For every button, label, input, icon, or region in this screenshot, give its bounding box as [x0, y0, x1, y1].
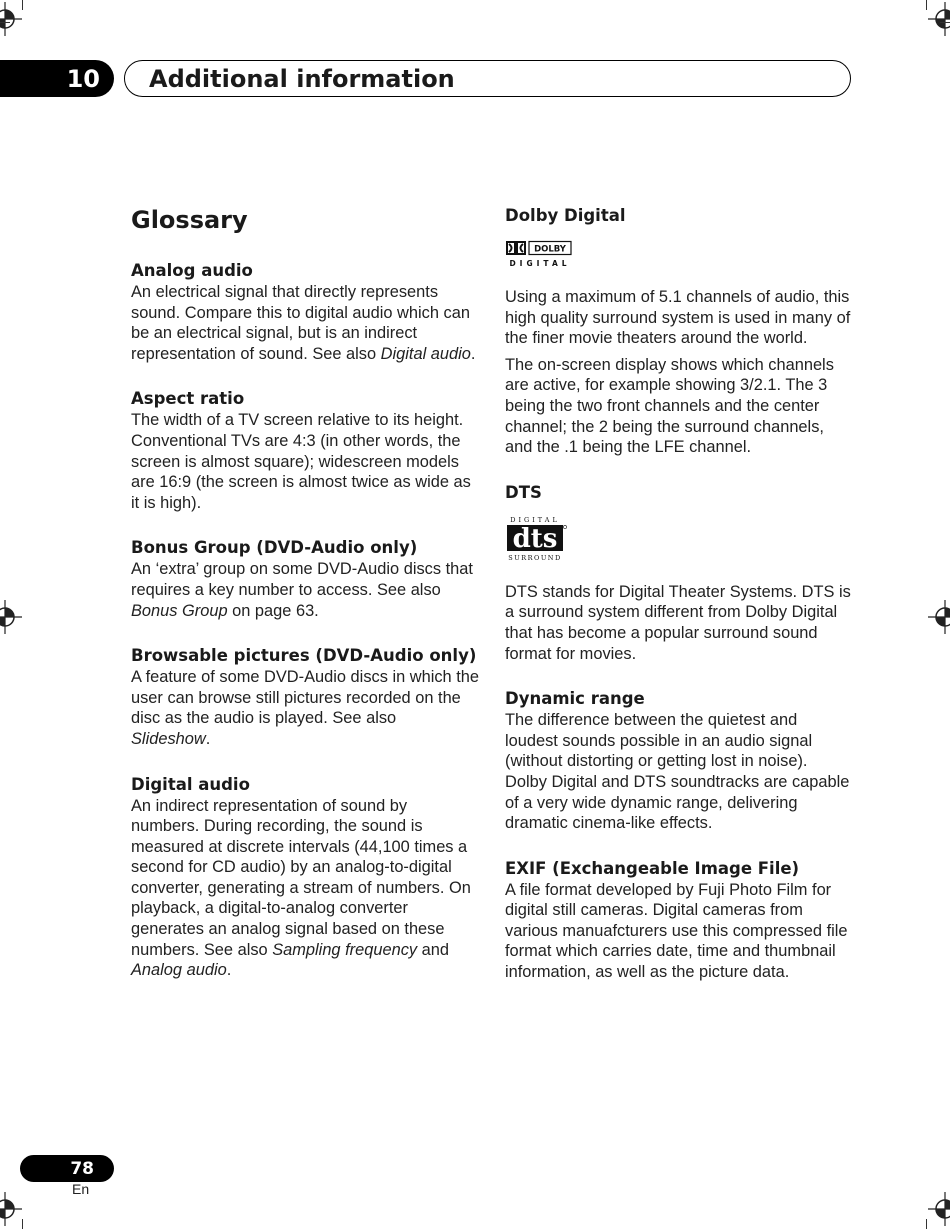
registration-mark-mid-left [0, 600, 22, 634]
cross-reference: Slideshow [131, 729, 206, 748]
definition-text: An indirect representation of sound by numbers. During recording, the sound is measured at discrete intervals (44,100 times a second for CD audio) by an analog-to-digital converter, generating a stream of numbers. On playback, a digital-to-analog converter generates an analog signal based on these numbers. See also [131, 796, 471, 959]
glossary-entry-dolby-digital [505, 205, 853, 458]
entry-term: Aspect ratio [131, 389, 245, 409]
trim-line [926, 1219, 927, 1229]
glossary-entry [131, 645, 479, 749]
trim-line [0, 22, 10, 23]
entry-definition: Using a maximum of 5.1 channels of audio, this high quality surround system is used in many of the finer movie theaters around the world. [505, 288, 851, 348]
page-number: 78 [20, 1155, 114, 1182]
entry-term: Analog audio [131, 261, 253, 280]
definition-text: An electrical signal that directly represents sound. Compare this to digital audio which can be an electrical signal, but is an indirect representation of sound. See also [131, 283, 470, 363]
entry-definition [131, 559, 479, 621]
dolby-logo-box-text: DOLBY [534, 244, 566, 255]
definition-text: A feature of some DVD-Audio discs in which the user can browse still pictures recorded on the disc as the audio is played. See also [131, 668, 480, 728]
definition-text: . [470, 344, 476, 363]
dolby-digital-logo [505, 239, 853, 269]
entry-term: Bonus Group (DVD-Audio only) [131, 538, 418, 558]
trim-line [22, 1219, 23, 1229]
definition-text: and [417, 940, 449, 959]
glossary-entry [131, 774, 479, 981]
dts-logo-bottom-text: SURROUND [508, 553, 562, 562]
entry-definition: The difference between the quietest and loudest sounds possible in an audio signal (without distorting or getting lost in noise). Dolby Digital and DTS soundtracks are capable of a very wide dynamic range, delivering dramatic cinema-like effects. [505, 711, 850, 833]
entry-term: DTS [505, 482, 542, 502]
registration-mark-bottom-right [928, 1192, 950, 1226]
entry-definition: DTS stands for Digital Theater Systems. DTS is a surround system different from Dolby Digital that has become a popular surround sound format for movies. [505, 582, 851, 663]
cross-reference: Analog audio [131, 961, 227, 980]
glossary-entry-dts [505, 482, 853, 664]
definition-text: An ‘extra’ group on some DVD-Audio discs that requires a key number to access. See also [131, 560, 473, 599]
glossary-entry [131, 260, 479, 364]
page-language: En [72, 1181, 90, 1197]
registration-mark-top-right [928, 2, 950, 36]
cross-reference: Bonus Group [131, 601, 228, 620]
entry-term: Dynamic range [505, 689, 645, 709]
registration-mark-top-left [0, 2, 22, 36]
entry-definition [131, 796, 479, 981]
cross-reference: Sampling frequency [272, 940, 418, 959]
glossary-entry-dynamic-range [505, 688, 853, 834]
registration-mark-mid-right [928, 600, 950, 634]
right-column [505, 205, 853, 1007]
definition-text: . [205, 729, 211, 748]
entry-term: Dolby Digital [505, 206, 626, 225]
chapter-title: Additional information [124, 60, 851, 97]
glossary-entry [131, 537, 479, 621]
entry-definition [131, 282, 479, 364]
registration-mark-bottom-left [0, 1192, 22, 1226]
chapter-number: 10 [0, 60, 114, 97]
left-column [131, 200, 479, 1005]
glossary-entry [131, 388, 479, 513]
entry-term: EXIF (Exchangeable Image File) [505, 858, 800, 878]
trim-line [940, 22, 950, 23]
entry-definition [131, 667, 479, 749]
glossary-heading: Glossary [131, 206, 248, 234]
entry-term: Digital audio [131, 774, 250, 794]
definition-text: The width of a TV screen relative to its height. Conventional TVs are 4:3 (in other words, the screen is almost square); widescreen models are 16:9 (the screen is almost twice as wide as it is high). [131, 411, 471, 512]
definition-text: . [226, 961, 232, 980]
entry-definition: A file format developed by Fuji Photo Film for digital still cameras. Digital cameras from various manuafcturers use this compressed file format which carries date, time and thumbnail information, as well as the picture data. [505, 880, 848, 982]
glossary-entries-left [131, 260, 479, 981]
trim-line [22, 0, 23, 10]
dts-logo [505, 516, 853, 562]
glossary-entry-exif [505, 858, 853, 983]
dts-logo-top-text: DIGITAL [510, 515, 560, 524]
entry-definition: The on-screen display shows which channels are active, for example showing 3/2.1. The 3 being the two front channels and the center channel; the 2 being the surround channels, and the .1 being the LFE channel. [505, 355, 834, 457]
entry-term: Browsable pictures (DVD-Audio only) [131, 646, 477, 666]
trim-line [926, 0, 927, 10]
dolby-logo-sub-text: DIGITAL [509, 259, 571, 268]
definition-text: on page 63. [227, 601, 319, 620]
dts-logo-main-text: dts [512, 523, 558, 554]
entry-definition [131, 410, 479, 513]
cross-reference: Digital audio [380, 344, 471, 363]
